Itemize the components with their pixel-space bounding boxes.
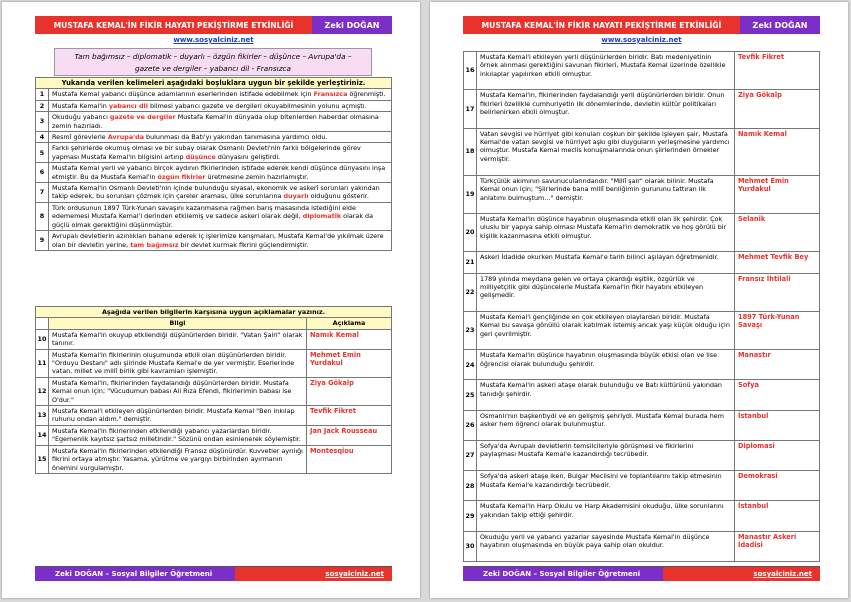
match-row [464,410,820,440]
item-answer: Ziya Gökalp [307,377,392,405]
item-text-post: olduğunu gösterir. [308,192,369,201]
match-row [464,128,820,175]
item-text: Mustafa Kemal'i gençliğinde en çok etkileyen olaylardan biridir. Mustafa Kemal bu savaşa gönüllü olarak katılmak istemiş ancak yaşı küçük olduğu için geri çevrilmiştir. [477,311,735,349]
word-box-line2: gazete ve dergiler – yabancı dil - Fransızca [134,64,292,73]
item-answer: Selanik [735,214,820,252]
match-row [464,214,820,252]
item-number: 14 [36,425,49,445]
item-text: Mustafa Kemal'in askeri ataşe olarak bulunduğu ve Batı kültürünü yakından tanıdığı şehirdir. [477,380,735,410]
item-number: 24 [464,350,477,380]
header-author: Zeki DOĞAN [740,16,820,34]
item-answer: Tevfik Fikret [307,406,392,426]
matching-table-left [35,306,392,474]
item-text-pre: Mustafa Kemal'in [52,101,109,110]
item-number: 26 [464,410,477,440]
footer-right[interactable]: sosyalciniz.net [663,567,820,581]
item-text [49,89,392,100]
item-text [49,112,392,132]
site-link[interactable]: www.sosyalciniz.net [601,36,682,44]
item-answer: Diplomasi [735,440,820,470]
item-number: 29 [464,501,477,531]
item-text-post: bulunması da Batı'yı yakından tanımasına yardımcı oldu. [144,133,328,142]
item-text-post: olarak da güçlü olmak gerektiğini düşünmüştür. [52,212,374,229]
item-text-pre: Mustafa Kemal yabancı düşünce adamlarının eserlerinden istifade edebilmek için [52,90,314,99]
col-aciklama: Açıklama [307,318,392,329]
item-answer: Mehmet Emin Yurdakul [307,349,392,377]
item-text-post: bir devlet kurmak fikrini güçlendirmiştir. [178,240,309,249]
item-number: 22 [464,273,477,311]
item-text: Okuduğu yerli ve yabancı yazarlar sayesinde Mustafa Kemal'in düşünce hayatının oluşmasında en büyük paya sahip olan okuldur. [477,531,735,561]
page-left [2,2,420,598]
item-answer: diplomatik [302,212,342,221]
item-answer: Ziya Gökalp [735,90,820,128]
item-text-pre: Mustafa Kemal yerli ve yabancı birçok aydının fikirlerinden istifade ederek kendi düşünce dünyasını inşa etmiştir. Bu da Mustafa Kemal'in [52,164,386,181]
item-number: 21 [464,252,477,273]
section2-title: Aşağıda verilen bilgilerin karşısına uygun açıklamalar yazınız. [36,307,392,318]
item-answer: Fransız İhtilali [735,273,820,311]
col-bilgi: Bilgi [49,318,307,329]
fill-row [36,202,392,230]
match-row [36,445,392,473]
item-text: Sofya'da askeri ataşe iken, Bulgar Meclisini ve toplantılarını takip etmesinin Mustafa Kemal'e kazandırdığı tecrübedir. [477,471,735,501]
item-text: Vatan sevgisi ve hürriyet gibi konuları coşkun bir şekilde işleyen şair, Mustafa Kemal'de vatan sevgisi ve hürriyet aşkı gibi duyguların yerleşmesine yardımcı olmuştur. Mustafa Kemal meclis konuşmalarında onun şiirlerinden örnekler vermiştir. [477,128,735,175]
item-answer: Manastır Askeri İdadisi [735,531,820,561]
item-number: 8 [36,202,49,230]
item-answer: özgün fikirler [157,172,206,181]
match-row [464,175,820,213]
item-number: 15 [36,445,49,473]
item-text: Osmanlı'nın başkentiydi ve en gelişmiş şehriydi. Mustafa Kemal burada hem asker hem öğrenci olarak bulunmuştur. [477,410,735,440]
item-answer: yabancı dil [108,101,148,110]
item-text-post: öğrenmişti. [347,90,386,99]
item-text: Sofya'da Avrupalı devletlerin temsilcileriyle görüşmesi ve fikirlerini paylaşması Mustafa Kemal'e kazandırdığı tecrübedir. [477,440,735,470]
match-row [464,252,820,273]
fill-row [36,163,392,183]
site-link[interactable]: www.sosyalciniz.net [173,36,254,44]
header-title: MUSTAFA KEMAL'İN FİKİR HAYATI PEKİŞTİRME ETKİNLİĞİ [463,16,740,34]
item-text: Mustafa Kemal'in Harp Okulu ve Harp Akademisini okuduğu, ülke sorunlarını yakından takip ettiği şehirdir. [477,501,735,531]
fill-row [36,132,392,143]
item-number: 18 [464,128,477,175]
fill-blank-table [35,77,392,251]
item-text-pre: Okuduğu yabancı [52,113,110,122]
match-row [464,90,820,128]
item-answer: Mehmet Tevfik Bey [735,252,820,273]
item-text: Askeri İdadide okurken Mustafa Kemal'e tarih bilinci aşılayan öğretmenidir. [477,252,735,273]
item-text-pre: Türk ordusunun 1897 Türk-Yunan savaşını kazanmasına rağmen barış masasında istediğini elde edememesi Mustafa Kemal'i derinden etkilemiş ve sadece askeri olarak değil, [52,203,356,221]
item-number: 16 [464,52,477,90]
page-footer [463,566,820,581]
item-answer: İstanbul [735,410,820,440]
item-text-post: üretmesine zemin hazırlamıştır. [205,172,309,181]
item-text-pre: Mustafa Kemal'in Osmanlı Devleti'nin içinde bulunduğu siyasal, ekonomik ve askerî sorunları yakından takip ederek, bu sorunları çözmek için çareler araması, ülke sorunlarına [52,184,380,201]
match-row [464,380,820,410]
page-footer [35,566,392,581]
item-text: Mustafa Kemal'in, fikirlerinden faydalandığı yerli düşünürlerden biridir. Onun fikirleri özellikle cumhuriyetin ilk dönemlerinde, devletin kültür politikaları belirlenirken etkili olmuştur. [477,90,735,128]
item-text [49,143,392,163]
match-row [36,425,392,445]
item-text: Mustafa Kemal'in fikirlerinden etkilendiği Fransız düşünürdür. Kuvvetler ayrılığı fikrini ortaya atmıştır. Yasama, yürütme ve yargıyı birbirinden ayırmanın önemini vurgulamıştır. [49,445,307,473]
fill-row [36,143,392,163]
page-header [463,16,820,34]
match-row [464,350,820,380]
item-text: Mustafa Kemal'in düşünce hayatının oluşmasında etkili olan ilk şehirdir. Çok uluslu bir yapıya sahip olması Mustafa Kemal'in demokratik ve hoş görülü bir kişilik kazanmasına etkili olmuştur. [477,214,735,252]
item-text [49,231,392,251]
item-number: 4 [36,132,49,143]
footer-right[interactable]: sosyalciniz.net [235,567,392,581]
item-answer: İstanbul [735,501,820,531]
item-text-post: Mustafa Kemal'in dünyada olup bitenlerden haberdar olmasına zemin hazırladı. [52,113,379,130]
item-text-pre: Avrupalı devletlerin azınlıkları bahane ederek iç işlerimize karışmaları, Mustafa Kemal'de yıkılmak üzere olan bir devletin yerine, [52,232,384,249]
matching-table-right [463,51,820,562]
fill-row [36,89,392,100]
match-row [36,406,392,426]
word-box-line1: Tam bağımsız – diplomatik – duyarlı – özgün fikirler – düşünce – Avrupa'da – [74,52,352,61]
item-answer: Namık Kemal [735,128,820,175]
item-number: 12 [36,377,49,405]
fill-row [36,100,392,111]
item-text-pre: Resmî görevlerle [52,133,108,142]
match-row [36,377,392,405]
item-text: Mustafa Kemal'in düşünce hayatının oluşmasında büyük etkisi olan ve lise öğrencisi olarak bulunduğu şehirdir. [477,350,735,380]
item-answer: Manastır [735,350,820,380]
item-answer: 1897 Türk-Yunan Savaşı [735,311,820,349]
item-answer: düşünce [185,152,216,161]
item-number: 1 [36,89,49,100]
match-row [464,501,820,531]
match-row [464,311,820,349]
item-text: Mustafa Kemal'in okuyup etkilendiği düşünürlerden biridir. "Vatan Şairi" olarak tanınır. [49,329,307,349]
item-text: Mustafa Kemal'in, fikirlerinden faydalandığı düşünürlerden biridir. Mustafa Kemal onun için; "Vücudumun babası Ali Rıza Efendi, fikirlerimin babası ise O'dur." [49,377,307,405]
item-answer: Mehmet Emin Yurdakul [735,175,820,213]
item-number: 30 [464,531,477,561]
item-answer: Fransızca [313,90,348,99]
item-text [49,183,392,203]
header-title: MUSTAFA KEMAL'İN FİKİR HAYATI PEKİŞTİRME ETKİNLİĞİ [35,16,312,34]
match-row [464,440,820,470]
item-text: 1789 yılında meydana gelen ve ortaya çıkardığı eşitlik, özgürlük ve milliyetçilik gibi düşüncelerle Mustafa Kemal'in fikir hayatını etkileyen gelişmedir. [477,273,735,311]
header-author: Zeki DOĞAN [312,16,392,34]
item-number: 19 [464,175,477,213]
item-number: 23 [464,311,477,349]
item-answer: Avrupa'da [107,133,145,142]
item-number: 25 [464,380,477,410]
match-row [464,52,820,90]
item-number: 2 [36,100,49,111]
item-answer: Jan Jack Rousseau [307,425,392,445]
item-text: Türkçülük akımının savunucularındandır. "Millî şair" olarak bilinir. Mustafa Kemal onun için; "Şiirlerinde bana millî benliğimin gururunu tattıran ilk anlatımı bulmuştum…" demiştir. [477,175,735,213]
word-box [54,48,372,76]
fill-row [36,231,392,251]
item-answer: gazete ve dergiler [109,113,176,122]
item-text [49,100,392,111]
item-number: 3 [36,112,49,132]
section1-title: Yukarıda verilen kelimeleri aşağıdaki boşluklara uygun bir şekilde yerleştiriniz. [36,78,392,89]
fill-row [36,183,392,203]
item-number: 5 [36,143,49,163]
footer-left: Zeki DOĞAN – Sosyal Bilgiler Öğretmeni [35,567,235,581]
item-text [49,132,392,143]
item-number: 20 [464,214,477,252]
match-row [464,273,820,311]
match-row [36,349,392,377]
item-text [49,163,392,183]
item-text-post: bilmesi yabancı gazete ve dergileri okuyabilmesinin yolunu açmıştı. [147,101,367,110]
item-number: 27 [464,440,477,470]
item-number: 11 [36,349,49,377]
item-answer: Demokrasi [735,471,820,501]
item-number: 10 [36,329,49,349]
item-text: Mustafa Kemal'in fikirlerinden etkilendiği yabancı yazarlardan biridir. "Egemenlik kayıtsız şartsız milletindir." Sözünü ondan esinlenerek söylemiştir. [49,425,307,445]
item-number: 9 [36,231,49,251]
item-number: 13 [36,406,49,426]
item-answer: Sofya [735,380,820,410]
match-row [464,531,820,561]
match-row [36,329,392,349]
item-answer: duyarlı [283,192,309,201]
item-text: Mustafa Kemal'i etkileyen düşünürlerden biridir. Mustafa Kemal "Ben inkılap ruhunu ondan aldım." demiştir. [49,406,307,426]
item-answer: Montesqiou [307,445,392,473]
item-answer: Namık Kemal [307,329,392,349]
match-row [464,471,820,501]
item-number: 7 [36,183,49,203]
item-answer: tam bağımsız [130,240,179,249]
item-number: 17 [464,90,477,128]
item-text [49,202,392,230]
page-header [35,16,392,34]
fill-row [36,112,392,132]
item-answer: Tevfik Fikret [735,52,820,90]
item-text: Mustafa Kemal'i etkileyen yerli düşünürlerden biridir. Batı medeniyetinin örnek alınması gerektiğini savunan fikirleri, Mustafa Kemal üzerinde özellikle inkılaplar yapılırken etkili olmuştur. [477,52,735,90]
page-right [430,2,848,598]
item-number: 6 [36,163,49,183]
item-text: Mustafa Kemal'in fikirlerinin oluşumunda etkili olan düşünürlerden biridir. "Orduyu Destanı" adlı şiirinde Mustafa Kemal'e de yer vermiştir. Eserlerinde vatan, millet ve millî birlik gibi kavramları işlemiştir. [49,349,307,377]
item-text-post: dünyasını geliştirdi. [215,152,281,161]
item-number: 28 [464,471,477,501]
footer-left: Zeki DOĞAN – Sosyal Bilgiler Öğretmeni [463,567,663,581]
item-text-pre: Farklı şehirlerde okumuş olması ve bir subay olarak Osmanlı Devleti'nin farklı bölgelerinde görev yapması Mustafa Kemal'in bilgisini artırıp [52,144,361,161]
